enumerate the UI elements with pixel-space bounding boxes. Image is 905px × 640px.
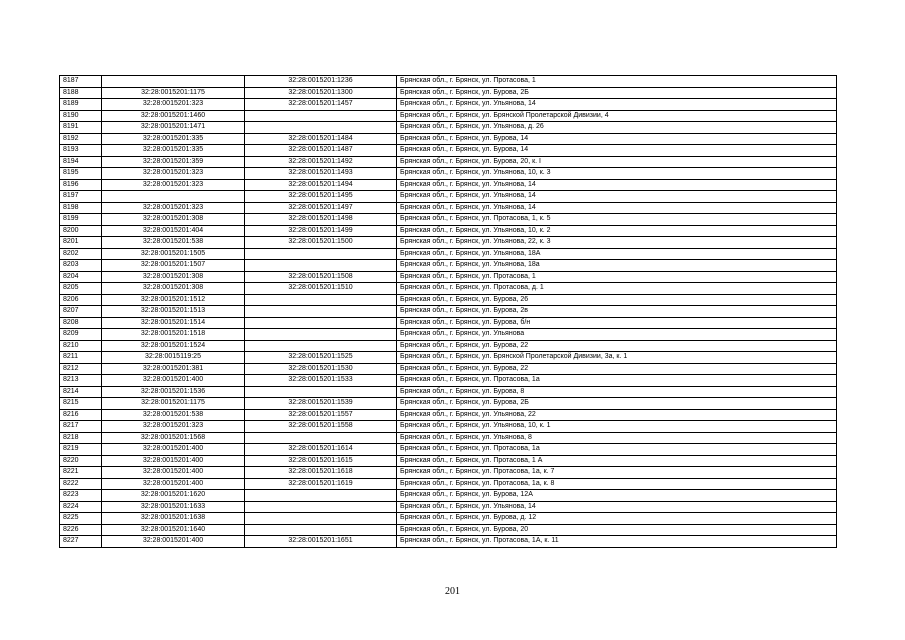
parent-cadastral-number-cell: 32:28:0015201:323 (102, 168, 245, 180)
table-row (60, 444, 837, 456)
table-row (60, 490, 837, 502)
parent-cadastral-number-cell: 32:28:0015201:400 (102, 467, 245, 479)
row-number-cell: 8198 (60, 202, 102, 214)
parent-cadastral-number-cell: 32:28:0015201:1505 (102, 248, 245, 260)
parent-cadastral-number-cell: 32:28:0015201:1620 (102, 490, 245, 502)
address-cell: Брянская обл., г. Брянск, ул. Протасова, 1 А (397, 455, 837, 467)
cadastral-number-cell: 32:28:0015201:1236 (245, 76, 397, 88)
parent-cadastral-number-cell: 32:28:0015201:400 (102, 375, 245, 387)
row-number-cell: 8187 (60, 76, 102, 88)
row-number-cell: 8205 (60, 283, 102, 295)
table-row (60, 294, 837, 306)
table-row (60, 271, 837, 283)
address-cell: Брянская обл., г. Брянск, ул. Ульянова, 8 (397, 432, 837, 444)
parent-cadastral-number-cell: 32:28:0015201:308 (102, 283, 245, 295)
table-row (60, 524, 837, 536)
table-row (60, 99, 837, 111)
cadastral-number-cell: 32:28:0015201:1539 (245, 398, 397, 410)
address-cell: Брянская обл., г. Брянск, ул. Протасова, 1 (397, 76, 837, 88)
parent-cadastral-number-cell: 32:28:0015201:335 (102, 145, 245, 157)
table-row (60, 214, 837, 226)
address-cell: Брянская обл., г. Брянск, ул. Протасова, 1 (397, 271, 837, 283)
cadastral-number-cell: 32:28:0015201:1533 (245, 375, 397, 387)
table-row (60, 179, 837, 191)
table-row (60, 110, 837, 122)
address-cell: Брянская обл., г. Брянск, ул. Бурова, 20, к. I (397, 156, 837, 168)
parent-cadastral-number-cell: 32:28:0015201:308 (102, 271, 245, 283)
address-cell: Брянская обл., г. Брянск, ул. Ульянова, 18а (397, 260, 837, 272)
parent-cadastral-number-cell: 32:28:0015201:1471 (102, 122, 245, 134)
parent-cadastral-number-cell: 32:28:0015201:323 (102, 179, 245, 191)
row-number-cell: 8214 (60, 386, 102, 398)
cadastral-number-cell: 32:28:0015201:1487 (245, 145, 397, 157)
table-row (60, 156, 837, 168)
row-number-cell: 8194 (60, 156, 102, 168)
address-cell: Брянская обл., г. Брянск, ул. Бурова, б/н (397, 317, 837, 329)
cadastral-number-cell: 32:28:0015201:1525 (245, 352, 397, 364)
row-number-cell: 8189 (60, 99, 102, 111)
address-cell: Брянская обл., г. Брянск, ул. Бурова, 14 (397, 145, 837, 157)
address-cell: Брянская обл., г. Брянск, ул. Ульянова, 10, к. 1 (397, 421, 837, 433)
row-number-cell: 8202 (60, 248, 102, 260)
address-cell: Брянская обл., г. Брянск, ул. Ульянова, 10, к. 2 (397, 225, 837, 237)
table-row (60, 202, 837, 214)
address-cell: Брянская обл., г. Брянск, ул. Бурова, 8 (397, 386, 837, 398)
address-cell: Брянская обл., г. Брянск, ул. Ульянова, 14 (397, 501, 837, 513)
cadastral-number-cell (245, 294, 397, 306)
parent-cadastral-number-cell: 32:28:0015201:1524 (102, 340, 245, 352)
address-cell: Брянская обл., г. Брянск, ул. Брянской Пролетарской Дивизии, 3а, к. 1 (397, 352, 837, 364)
cadastral-number-cell: 32:28:0015201:1557 (245, 409, 397, 421)
address-cell: Брянская обл., г. Брянск, ул. Ульянова, 10, к. 3 (397, 168, 837, 180)
row-number-cell: 8220 (60, 455, 102, 467)
cadastral-number-cell: 32:28:0015201:1614 (245, 444, 397, 456)
table-body (60, 76, 837, 548)
cadastral-number-cell (245, 110, 397, 122)
address-cell: Брянская обл., г. Брянск, ул. Ульянова (397, 329, 837, 341)
parent-cadastral-number-cell: 32:28:0015201:1507 (102, 260, 245, 272)
parent-cadastral-number-cell: 32:28:0015201:1513 (102, 306, 245, 318)
table-row (60, 306, 837, 318)
address-cell: Брянская обл., г. Брянск, ул. Бурова, 2Б (397, 398, 837, 410)
address-cell: Брянская обл., г. Брянск, ул. Ульянова, 14 (397, 99, 837, 111)
cadastral-number-cell: 32:28:0015201:1510 (245, 283, 397, 295)
address-cell: Брянская обл., г. Брянск, ул. Протасова, 1а (397, 375, 837, 387)
row-number-cell: 8219 (60, 444, 102, 456)
parent-cadastral-number-cell: 32:28:0015201:381 (102, 363, 245, 375)
cadastral-number-cell (245, 386, 397, 398)
row-number-cell: 8203 (60, 260, 102, 272)
cadastral-number-cell (245, 340, 397, 352)
address-cell: Брянская обл., г. Брянск, ул. Бурова, 14 (397, 133, 837, 145)
address-cell: Брянская обл., г. Брянск, ул. Протасова, 1А, к. 11 (397, 536, 837, 548)
parent-cadastral-number-cell: 32:28:0015201:1514 (102, 317, 245, 329)
table-row (60, 455, 837, 467)
table-row (60, 122, 837, 134)
table-row (60, 375, 837, 387)
table-row (60, 386, 837, 398)
address-cell: Брянская обл., г. Брянск, ул. Ульянова, 18А (397, 248, 837, 260)
row-number-cell: 8196 (60, 179, 102, 191)
cadastral-number-cell: 32:28:0015201:1497 (245, 202, 397, 214)
row-number-cell: 8216 (60, 409, 102, 421)
row-number-cell: 8221 (60, 467, 102, 479)
cadastral-number-cell: 32:28:0015201:1615 (245, 455, 397, 467)
cadastral-number-cell (245, 317, 397, 329)
parent-cadastral-number-cell: 32:28:0015201:400 (102, 455, 245, 467)
parent-cadastral-number-cell: 32:28:0015201:359 (102, 156, 245, 168)
cadastral-number-cell: 32:28:0015201:1495 (245, 191, 397, 203)
address-cell: Брянская обл., г. Брянск, ул. Бурова, 20 (397, 524, 837, 536)
cadastral-number-cell (245, 490, 397, 502)
cadastral-number-cell: 32:28:0015201:1492 (245, 156, 397, 168)
cadastral-number-cell (245, 329, 397, 341)
table-row (60, 76, 837, 88)
parent-cadastral-number-cell: 32:28:0015201:1633 (102, 501, 245, 513)
row-number-cell: 8195 (60, 168, 102, 180)
cadastral-number-cell (245, 432, 397, 444)
row-number-cell: 8218 (60, 432, 102, 444)
table-row (60, 191, 837, 203)
parent-cadastral-number-cell: 32:28:0015201:1568 (102, 432, 245, 444)
row-number-cell: 8217 (60, 421, 102, 433)
cadastral-number-cell (245, 524, 397, 536)
address-cell: Брянская обл., г. Брянск, ул. Бурова, 26 (397, 294, 837, 306)
table-row (60, 398, 837, 410)
row-number-cell: 8199 (60, 214, 102, 226)
cadastral-number-cell: 32:28:0015201:1500 (245, 237, 397, 249)
table-row (60, 432, 837, 444)
row-number-cell: 8226 (60, 524, 102, 536)
parent-cadastral-number-cell: 32:28:0015201:1175 (102, 87, 245, 99)
address-cell: Брянская обл., г. Брянск, ул. Протасова, 1, к. 5 (397, 214, 837, 226)
row-number-cell: 8227 (60, 536, 102, 548)
parent-cadastral-number-cell (102, 191, 245, 203)
cadastral-number-cell (245, 260, 397, 272)
parent-cadastral-number-cell: 32:28:0015201:1512 (102, 294, 245, 306)
table-row (60, 133, 837, 145)
row-number-cell: 8204 (60, 271, 102, 283)
row-number-cell: 8201 (60, 237, 102, 249)
cadastral-number-cell (245, 122, 397, 134)
row-number-cell: 8224 (60, 501, 102, 513)
table-row (60, 409, 837, 421)
table-row (60, 363, 837, 375)
cadastral-number-cell: 32:28:0015201:1558 (245, 421, 397, 433)
address-cell: Брянская обл., г. Брянск, ул. Протасова, д. 1 (397, 283, 837, 295)
address-cell: Брянская обл., г. Брянск, ул. Бурова, 22 (397, 363, 837, 375)
row-number-cell: 8188 (60, 87, 102, 99)
parent-cadastral-number-cell: 32:28:0015119:25 (102, 352, 245, 364)
row-number-cell: 8213 (60, 375, 102, 387)
cadastral-number-cell: 32:28:0015201:1300 (245, 87, 397, 99)
row-number-cell: 8211 (60, 352, 102, 364)
address-cell: Брянская обл., г. Брянск, ул. Бурова, 2в (397, 306, 837, 318)
cadastral-number-cell: 32:28:0015201:1484 (245, 133, 397, 145)
address-cell: Брянская обл., г. Брянск, ул. Бурова, 2Б (397, 87, 837, 99)
row-number-cell: 8208 (60, 317, 102, 329)
row-number-cell: 8200 (60, 225, 102, 237)
cadastral-number-cell: 32:28:0015201:1494 (245, 179, 397, 191)
cadastral-number-cell: 32:28:0015201:1508 (245, 271, 397, 283)
document-table-container (59, 75, 837, 548)
cadastral-number-cell: 32:28:0015201:1619 (245, 478, 397, 490)
row-number-cell: 8212 (60, 363, 102, 375)
parent-cadastral-number-cell: 32:28:0015201:1175 (102, 398, 245, 410)
parent-cadastral-number-cell: 32:28:0015201:323 (102, 99, 245, 111)
row-number-cell: 8191 (60, 122, 102, 134)
address-cell: Брянская обл., г. Брянск, ул. Ульянова, 14 (397, 191, 837, 203)
table-row (60, 248, 837, 260)
table-row (60, 478, 837, 490)
cadastral-number-cell: 32:28:0015201:1530 (245, 363, 397, 375)
address-cell: Брянская обл., г. Брянск, ул. Ульянова, 14 (397, 202, 837, 214)
row-number-cell: 8192 (60, 133, 102, 145)
address-cell: Брянская обл., г. Брянск, ул. Бурова, 12А (397, 490, 837, 502)
table-row (60, 283, 837, 295)
row-number-cell: 8206 (60, 294, 102, 306)
cadastral-number-cell (245, 501, 397, 513)
row-number-cell: 8222 (60, 478, 102, 490)
table-row (60, 501, 837, 513)
cadastral-number-cell: 32:28:0015201:1493 (245, 168, 397, 180)
parent-cadastral-number-cell (102, 76, 245, 88)
cadastral-number-cell: 32:28:0015201:1499 (245, 225, 397, 237)
parent-cadastral-number-cell: 32:28:0015201:400 (102, 536, 245, 548)
table-row (60, 237, 837, 249)
cadastral-number-cell (245, 306, 397, 318)
parent-cadastral-number-cell: 32:28:0015201:323 (102, 421, 245, 433)
row-number-cell: 8193 (60, 145, 102, 157)
address-cell: Брянская обл., г. Брянск, ул. Протасова, 1а, к. 8 (397, 478, 837, 490)
table-row (60, 145, 837, 157)
address-cell: Брянская обл., г. Брянск, ул. Бурова, 22 (397, 340, 837, 352)
address-cell: Брянская обл., г. Брянск, ул. Протасова, 1а (397, 444, 837, 456)
property-register-table (59, 75, 837, 548)
parent-cadastral-number-cell: 32:28:0015201:538 (102, 237, 245, 249)
row-number-cell: 8197 (60, 191, 102, 203)
table-row (60, 340, 837, 352)
address-cell: Брянская обл., г. Брянск, ул. Ульянова, 22 (397, 409, 837, 421)
cadastral-number-cell: 32:28:0015201:1457 (245, 99, 397, 111)
parent-cadastral-number-cell: 32:28:0015201:308 (102, 214, 245, 226)
address-cell: Брянская обл., г. Брянск, ул. Ульянова, д. 26 (397, 122, 837, 134)
table-row (60, 352, 837, 364)
table-row (60, 536, 837, 548)
parent-cadastral-number-cell: 32:28:0015201:323 (102, 202, 245, 214)
parent-cadastral-number-cell: 32:28:0015201:538 (102, 409, 245, 421)
table-row (60, 260, 837, 272)
parent-cadastral-number-cell: 32:28:0015201:404 (102, 225, 245, 237)
address-cell: Брянская обл., г. Брянск, ул. Протасова, 1а, к. 7 (397, 467, 837, 479)
row-number-cell: 8223 (60, 490, 102, 502)
parent-cadastral-number-cell: 32:28:0015201:400 (102, 444, 245, 456)
cadastral-number-cell (245, 513, 397, 525)
table-row (60, 225, 837, 237)
row-number-cell: 8210 (60, 340, 102, 352)
address-cell: Брянская обл., г. Брянск, ул. Ульянова, 22, к. 3 (397, 237, 837, 249)
parent-cadastral-number-cell: 32:28:0015201:335 (102, 133, 245, 145)
table-row (60, 168, 837, 180)
row-number-cell: 8207 (60, 306, 102, 318)
address-cell: Брянская обл., г. Брянск, ул. Бурова, д. 12 (397, 513, 837, 525)
table-row (60, 513, 837, 525)
cadastral-number-cell: 32:28:0015201:1651 (245, 536, 397, 548)
cadastral-number-cell: 32:28:0015201:1618 (245, 467, 397, 479)
address-cell: Брянская обл., г. Брянск, ул. Брянской Пролетарской Дивизии, 4 (397, 110, 837, 122)
table-row (60, 87, 837, 99)
parent-cadastral-number-cell: 32:28:0015201:1638 (102, 513, 245, 525)
parent-cadastral-number-cell: 32:28:0015201:1536 (102, 386, 245, 398)
parent-cadastral-number-cell: 32:28:0015201:400 (102, 478, 245, 490)
cadastral-number-cell (245, 248, 397, 260)
row-number-cell: 8209 (60, 329, 102, 341)
page-number: 201 (445, 586, 460, 597)
table-row (60, 467, 837, 479)
table-row (60, 329, 837, 341)
parent-cadastral-number-cell: 32:28:0015201:1640 (102, 524, 245, 536)
row-number-cell: 8215 (60, 398, 102, 410)
parent-cadastral-number-cell: 32:28:0015201:1518 (102, 329, 245, 341)
row-number-cell: 8190 (60, 110, 102, 122)
cadastral-number-cell: 32:28:0015201:1498 (245, 214, 397, 226)
parent-cadastral-number-cell: 32:28:0015201:1460 (102, 110, 245, 122)
address-cell: Брянская обл., г. Брянск, ул. Ульянова, 14 (397, 179, 837, 191)
table-row (60, 317, 837, 329)
row-number-cell: 8225 (60, 513, 102, 525)
table-row (60, 421, 837, 433)
